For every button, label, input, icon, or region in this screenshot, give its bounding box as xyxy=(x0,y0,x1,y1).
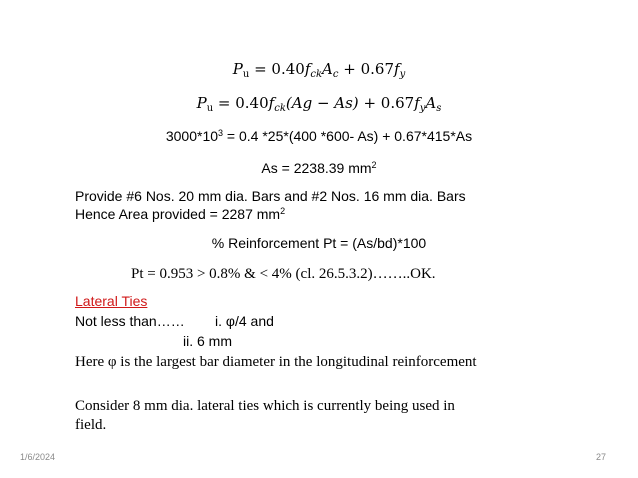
lateral-ties-heading: Lateral Ties xyxy=(75,293,148,309)
eq2-paren: (Ag − As) xyxy=(285,94,359,112)
eq1-lhs: P xyxy=(232,60,243,78)
eq2-f2-sub: y xyxy=(419,103,426,114)
eq1-f1: f xyxy=(304,60,311,78)
phi-definition-note: Here φ is the largest bar diameter in the longitudinal reinforcement xyxy=(75,354,477,370)
lateral-ties-item-i: i. φ/4 and xyxy=(215,313,274,329)
calculation-line xyxy=(0,129,638,143)
eq2-coef2: 0.67 xyxy=(380,94,415,112)
eq2-f1: f xyxy=(268,94,275,112)
eq2-lhs-sub: u xyxy=(206,103,214,114)
eq1-lhs-sub: u xyxy=(242,69,250,80)
eq2-f1-sub: ck xyxy=(274,103,286,114)
eq2-coef1: 0.40 xyxy=(235,94,269,112)
eq2-equals: = xyxy=(213,94,236,112)
eq1-plus: + xyxy=(338,60,361,78)
as-result-text: As = 2238.39 mm xyxy=(261,160,372,176)
as-result-exponent: 2 xyxy=(371,160,377,170)
eq2-a2-sub: s xyxy=(436,103,442,114)
reinforcement-formula: % Reinforcement Pt = (As/bd)*100 xyxy=(211,235,427,251)
eq1-equals: = xyxy=(249,60,272,78)
lateral-ties-item-ii: ii. 6 mm xyxy=(183,333,232,349)
area-provided-exponent: 2 xyxy=(280,206,286,216)
eq1-a1-sub: c xyxy=(332,69,339,80)
eq2-a2: A xyxy=(425,94,437,112)
eq1-f2: f xyxy=(394,60,400,78)
equation-axial-load-expanded xyxy=(0,94,638,114)
equation-axial-load-basic xyxy=(0,60,638,80)
not-less-than-label: Not less than…… xyxy=(75,313,185,329)
calc-rest: = 0.4 *25*(400 *600- As) + 0.67*415*As xyxy=(223,128,473,144)
eq2-plus: + xyxy=(358,94,381,112)
steel-area-result xyxy=(0,161,638,175)
consider-ties-line-2: field. xyxy=(75,417,107,433)
pt-check-line: Pt = 0.953 > 0.8% & < 4% (cl. 26.5.3.2)……..OK. xyxy=(131,266,436,282)
calc-exponent: 3 xyxy=(218,128,224,138)
eq1-f2-sub: y xyxy=(399,69,406,80)
eq1-coef2: 0.67 xyxy=(360,60,395,78)
area-provided-line xyxy=(75,207,285,221)
eq2-lhs: P xyxy=(196,94,207,112)
eq2-f2: f xyxy=(414,94,420,112)
eq1-coef1: 0.40 xyxy=(271,60,305,78)
area-provided-text: Hence Area provided = 2287 mm xyxy=(75,206,281,222)
eq1-f1-sub: ck xyxy=(310,69,323,80)
calc-base: 3000*10 xyxy=(165,128,219,144)
eq1-a1: A xyxy=(322,60,333,78)
footer-page-number: 27 xyxy=(595,452,606,462)
provide-bars-line: Provide #6 Nos. 20 mm dia. Bars and #2 Nos. 16 mm dia. Bars xyxy=(75,188,466,204)
consider-ties-line-1: Consider 8 mm dia. lateral ties which is currently being used in xyxy=(75,398,455,414)
footer-date: 1/6/2024 xyxy=(20,452,56,462)
